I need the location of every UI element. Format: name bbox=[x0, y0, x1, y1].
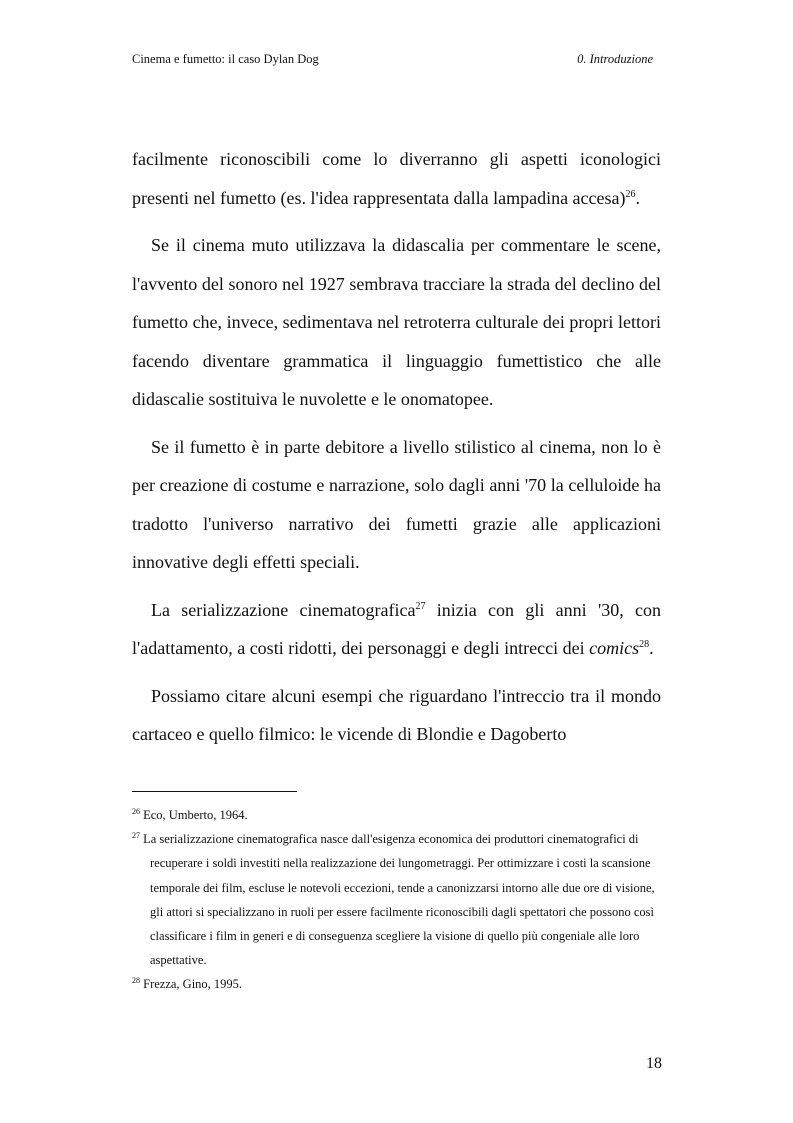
paragraph-5: Possiamo citare alcuni esempi che riguardano l'intreccio tra il mondo cartaceo e quello filmico: le vicende di Blondie e Dagoberto bbox=[132, 685, 661, 744]
paragraph-4-italic: comics bbox=[589, 638, 640, 658]
footnote-separator bbox=[132, 791, 297, 792]
paragraph-3: Se il fumetto è in parte debitore a livello stilistico al cinema, non lo è per creazione di costume e narrazione, solo dagli anni '70 la celluloide ha tradotto l'universo narrativo dei fumetti grazie alle applicazioni innovative degli effetti speciali. bbox=[132, 436, 661, 572]
footnote-text: Eco, Umberto, 1964. bbox=[143, 808, 248, 822]
footnote-number: 27 bbox=[132, 831, 140, 841]
page-number: 18 bbox=[646, 1055, 662, 1072]
paragraph-4-before: La serializzazione cinematografica bbox=[151, 599, 416, 620]
paragraph-1 bbox=[132, 140, 661, 217]
footnote-text: La serializzazione cinematografica nasce dall'esigenza economica dei produttori cinematografici di recuperare i soldi investiti nella realizzazione dei lungometraggi. Per ottimizzare i costi la scansione temporale dei film, escluse le notevoli eccezioni, tende a canonizzarsi intorno alle due ore di visione, gli attori si specializzano in ruoli per essere facilmente riconoscibili dagli spettatori che possono così classificare i film in generi e di conseguenza scegliere la visione di quello più congeniale alle loro aspettative. bbox=[143, 832, 655, 968]
main-text bbox=[132, 140, 661, 754]
header-title: Cinema e fumetto: il caso Dylan Dog bbox=[132, 52, 319, 66]
footnote-28 bbox=[132, 972, 662, 996]
footnote-text: Frezza, Gino, 1995. bbox=[143, 977, 243, 992]
footnote-ref-27[interactable]: 27 bbox=[415, 600, 426, 612]
paragraph-4-tail: . bbox=[649, 638, 654, 658]
paragraph-2: Se il cinema muto utilizzava la didascalia per commentare le scene, l'avvento del sonoro nel 1927 sembrava tracciare la strada del declino del fumetto che, invece, sedimentava nel retroterra culturale dei propri lettori facendo diventare grammatica il linguaggio fumettistico che alle didascalie sostituiva le nuvolette e le onomatopee. bbox=[132, 235, 661, 409]
footnote-ref-26[interactable]: 26 bbox=[625, 188, 636, 200]
footnote-27 bbox=[132, 827, 662, 972]
footnote-26 bbox=[132, 803, 662, 827]
footnote-ref-28[interactable]: 28 bbox=[639, 639, 650, 650]
running-header bbox=[132, 50, 653, 68]
paragraph-4 bbox=[132, 591, 661, 668]
footnote-number: 26 bbox=[132, 806, 140, 816]
footnote-number: 28 bbox=[132, 976, 140, 986]
paragraph-1-text: facilmente riconoscibili come lo diverranno gli aspetti iconologici presenti nel fumetto (es. l'idea rappresentata dalla lampadina accesa) bbox=[132, 149, 661, 208]
footnotes bbox=[132, 803, 662, 997]
paragraph-4-middle: inizia con gli anni '30, con l'adattamento, a costi ridotti, dei personaggi e degli intrecci dei bbox=[132, 599, 661, 658]
header-chapter: 0. Introduzione bbox=[577, 52, 653, 66]
paragraph-1-tail: . bbox=[635, 187, 641, 208]
